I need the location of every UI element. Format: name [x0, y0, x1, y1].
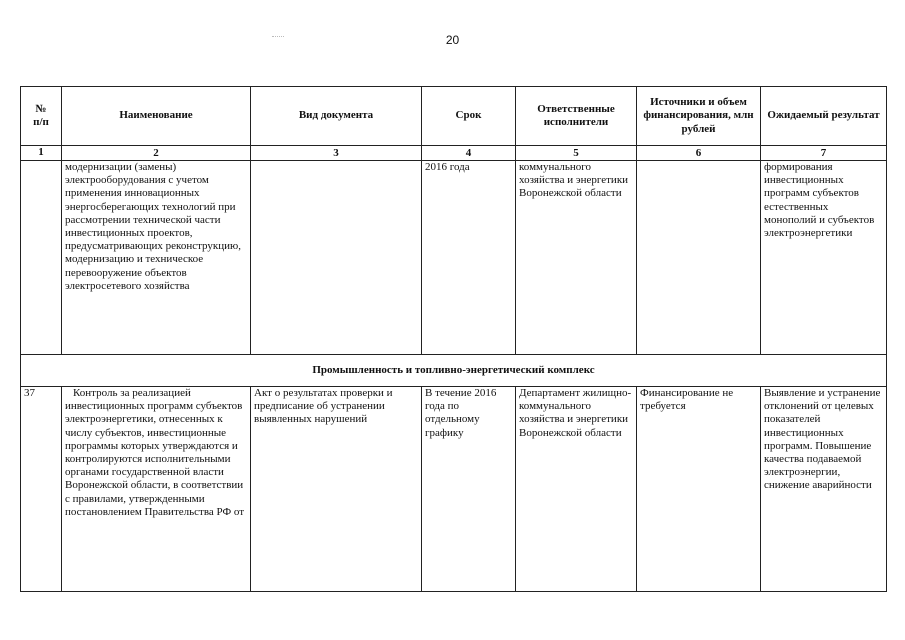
cell-executors: Департамент жилищно-коммунального хозяйства и энергетики Воронежской области: [516, 387, 637, 592]
section-title: Промышленность и топливно-энергетический комплекс: [21, 355, 887, 387]
header-num: № п/п: [21, 87, 62, 146]
cell-result: Выявление и устранение отклонений от целевых показателей инвестиционных программ. Повышение качества подаваемой электроэнергии, снижение аварийности: [761, 387, 887, 592]
cell-term: 2016 года: [422, 161, 516, 355]
cell-financing: Финансирование не требуется: [637, 387, 761, 592]
header-doc-type: Вид документа: [251, 87, 422, 146]
column-number: 7: [761, 146, 887, 161]
column-number: 6: [637, 146, 761, 161]
cell-financing: [637, 161, 761, 355]
column-number: 2: [62, 146, 251, 161]
header-name: Наименование: [62, 87, 251, 146]
cell-name: Контроль за реализацией инвестиционных программ субъектов электроэнергетики, отнесенных к числу субъектов, инвестиционные программы которых утверждаются и контролируются исполнительными органами государственной власти Воронежской области, в соответствии с правилами, утвержденными постановлением Правительства РФ от: [62, 387, 251, 592]
cell-num: 37: [21, 387, 62, 592]
cell-term: В течение 2016 года по отдельному графику: [422, 387, 516, 592]
column-number: 3: [251, 146, 422, 161]
cell-doc-type: [251, 161, 422, 355]
column-numbers-row: [21, 146, 887, 161]
action-plan-table: [20, 86, 887, 592]
cell-executors: коммунального хозяйства и энергетики Воронежской области: [516, 161, 637, 355]
table-row-continuation: [21, 161, 887, 355]
cell-doc-type: Акт о результатах проверки и предписание об устранении выявленных нарушений: [251, 387, 422, 592]
column-number: 5: [516, 146, 637, 161]
table-header-row: [21, 87, 887, 146]
header-result: Ожидаемый результат: [761, 87, 887, 146]
header-financing: Источники и объем финансирования, млн рублей: [637, 87, 761, 146]
column-number: 4: [422, 146, 516, 161]
cell-name: модернизации (замены) электрооборудования с учетом применения инновационных энергосберегающих технологий при рассмотрении технической части инвестиционных проектов, предусматривающих реконструкцию, модернизацию и техническое перевооружение объектов электросетевого хозяйства: [62, 161, 251, 355]
scan-artifact: [272, 36, 284, 38]
cell-num: [21, 161, 62, 355]
column-number: 1: [21, 146, 62, 161]
table-row-37: [21, 387, 887, 592]
page-number: 20: [445, 33, 460, 47]
cell-result: формирования инвестиционных программ субъектов естественных монополий и субъектов электроэнергетики: [761, 161, 887, 355]
header-term: Срок: [422, 87, 516, 146]
header-executors: Ответственные исполнители: [516, 87, 637, 146]
section-row: [21, 355, 887, 387]
